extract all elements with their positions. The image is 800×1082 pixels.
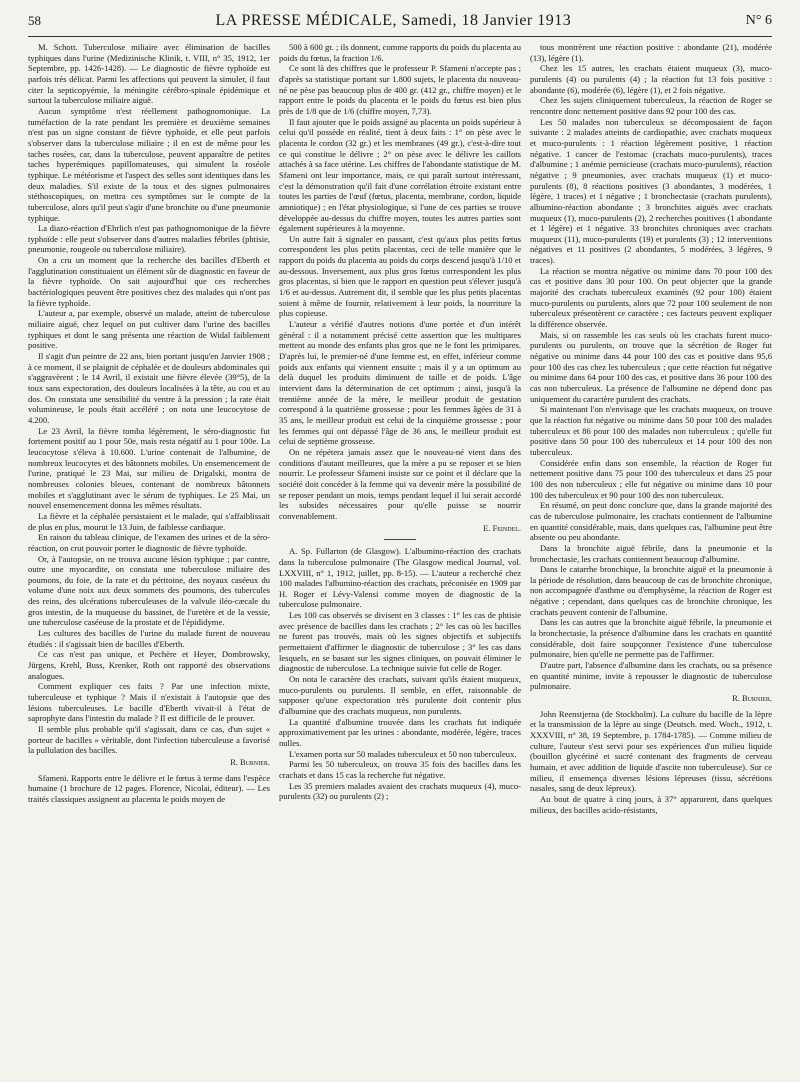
article-paragraph: La fièvre et la céphalée persistaient et le malade, qui s'affaiblissait de plus en plus, mourut le 13 Juin, de faiblesse cardiaque. bbox=[28, 510, 270, 532]
article-paragraph: Dans la bronchite aiguë fébrile, dans la pneumonie et la bronchectasie, les crachats contiennent beaucoup d'albumine. bbox=[530, 542, 772, 564]
article-paragraph: John Reenstjerna (de Stockholm). La culture du bacille de la lèpre et la transmission de la lèpre au singe (Deutsch. med. Woch., 1912, t. XXXVIII, n° 38, 19 Septembre, p. 1784-1785). — Comme milieu de culture, l'auteur s'est servi pour ses expériences d'un milieu liquide (bouillon glycériné et sucré contenant des fragments de cerveau humain, et avec addition de liquide d'ascite non tuberculeuse). Sur ce milieu, il ensemença diverses lésions lépreuses (tissu, sécrétions nasales, sang de deux lépreux). bbox=[530, 708, 772, 794]
article-paragraph: Il faut ajouter que le poids assigné au placenta un poids supérieur à celui qu'il possède en réalité, tient à deux faits : 1° on pèse avec le placenta le cordon (32 gr.) et les membranes (49 gr.), c'est-à-dire tout ce qui constitue le délivre ; 2° on pèse avec le délivre les caillots attachés à sa face utérine. Les chiffres de l'abondante statistique de M. Sfameni ont leur importance, mais, ce qui paraît surtout intéressant, c'est la démonstration qu'il fait d'une corrélation étroite existant entre toutes les parties de l'œuf (fœtus, placenta, membrane, cordon, liquide amniotique) ; en l'état physiologique, si l'une de ces parties se trouve développée au-dessus du chiffre moyen, toutes les autres parties sont également supérieures à la moyenne. bbox=[279, 116, 521, 234]
article-paragraph: En résumé, on peut donc conclure que, dans la grande majorité des cas de tuberculose pulmonaire, les crachats contiennent de l'albumine en quantité considérable, mais, dans quelques cas, l'albumine peut être absente ou peu abondante. bbox=[530, 500, 772, 543]
article-paragraph: Dans le catarrhe bronchique, la bronchite aiguë et la pneumonie à la période de résolution, dans beaucoup de cas de bronchite chronique, non accompagnée d'asthme ou d'emphysème, la réaction de Roger est négative ; cependant, dans quelques cas de bronchite chronique, les crachats peuvent contenir de l'albumine. bbox=[530, 564, 772, 617]
article-paragraph: Au bout de quatre à cinq jours, à 37° apparurent, dans quelques milieux, des bacilles acido-résistants, bbox=[530, 793, 772, 815]
article-paragraph: La diazo-réaction d'Ehrlich n'est pas pathognomonique de la fièvre typhoïde : elle peut s'observer dans d'autres maladies fébriles (phtisie, pneumonie, rougeole ou tuberculose miliaire). bbox=[28, 223, 270, 255]
article-paragraph: L'examen porta sur 50 malades tuberculeux et 50 non tuberculeux. bbox=[289, 748, 517, 759]
article-paragraph: Considérée enfin dans son ensemble, la réaction de Roger fut nettement positive dans 75 pour 100 des tuberculeux et dans 25 pour 100 des non tuberculeux ; elle fut négative ou minime dans 10 pour 100 des tuberculeux et 90 pour 100 des non tuberculeux. bbox=[530, 457, 772, 500]
article-paragraph: D'autre part, l'absence d'albumine dans les crachats, ou sa présence en quantité minime, invite à repousser le diagnostic de tuberculose pulmonaire. bbox=[530, 660, 772, 692]
article-paragraph: Dans les cas autres que la bronchite aiguë fébrile, la pneumonie et la bronchectasie, la présence d'albumine dans les crachats en quantité considérable, doit faire soupçonner l'existence d'une tuberculose pulmonaire, bien qu'elle ne permette pas de l'affirmer. bbox=[530, 617, 772, 660]
article-paragraph: Aucun symptôme n'est réellement pathognomonique. La tuméfaction de la rate pendant les première et deuxième semaines n'est pas un signe constant de fièvre typhoïde, et elle peut parfois s'observer dans la tuberculose miliaire ; il en est de même pour les taches rosées, car, dans la tuberculose, peuvent apparaître de petites taches hyperémiques papillomateuses, qui simulent la roséole typhique. Le météorisme et l'aspect des selles sont identiques dans les deux maladies. S'il existe de la toux et des signes pulmonaires stéthoscopiques, on mettra ces symptômes sur le compte de la tuberculose, alors qu'il peut s'agir d'une bronchite ou d'une pneumonie typhique. bbox=[28, 105, 270, 223]
article-paragraph: La réaction se montra négative ou minime dans 70 pour 100 des cas et positive dans 30 pour 100. On peut objecter que la grande majorité des crachats tuberculeux examinés (92 pour 100) étaient muco-purulents ou purulents, alors que 72 pour 100 seulement de non tuberculeux présentèrent ce caractère ; ces facteurs peuvent expliquer la différence observée. bbox=[530, 265, 772, 330]
article-paragraph: L'auteur a vérifié d'autres notions d'une portée et d'un intérêt général : il a notamment précisé cette assertion que les multipares mettent au monde des enfants plus gros que ne le font les primipares. D'après lui, le premier-né d'une femme est, en effet, inférieur comme poids aux enfants qui viennent ensuite ; mais il y a un optimum au delà duquel les produits diminuent de taille et de poids. L'âge intervient dans la détermination de cet optimum ; ainsi, jusqu'à la trentième année de la mère, le meilleur produit de gestation correspond à la quatrième grossesse ; pour les femmes âgées de 31 à 35 ans, le meilleur produit est celui de la cinquième grossesse ; pour les femmes qui ont dépassé l'âge de 36 ans, le meilleur produit est celui de septième grossesse. bbox=[279, 319, 521, 447]
page-header bbox=[28, 6, 772, 37]
article-paragraph: On a cru un moment que la recherche des bacilles d'Eberth et l'agglutination constituaient un élément sûr de diagnostic en faveur de la fièvre typhoïde. On sait aujourd'hui que ces recherches bactériologiques peuvent être positives chez des malades qui n'ont pas la fièvre typhoïde. bbox=[28, 255, 270, 308]
article-paragraph: Chez les 15 autres, les crachats étaient muqueux (3), muco-purulents (4) ou purulents (4) ; la réaction fut 13 fois positive : abondante (6), modérée (6), légère (1), et 2 fois négative. bbox=[530, 63, 772, 95]
author-signature: R. Burnier. bbox=[230, 757, 270, 767]
article-paragraph: Comment expliquer ces faits ? Par une infection mixte, tuberculeuse et typhique ? Mais il n'existait à l'autopsie que des lésions tuberculeuses. Le bacille d'Eberth vivait-il à l'état de saprophyte dans l'intestin du malade ? Il est difficile de le prouver. bbox=[28, 681, 270, 724]
issue-number: N° 6 bbox=[745, 13, 772, 28]
article-paragraph: M. Schott. Tuberculose miliaire avec élimination de bacilles typhiques dans l'urine (Medizinische Klinik, t. VIII, n° 35, 1912, 1er Septembre, pp. 1426-1428). — Le diagnostic de fièvre typhoïde est parfois très délicat. Parmi les affections qui peuvent la simuler, il faut citer la septicopyémie, la méningite cérébro-spinale épidémique et surtout la tuberculose miliaire aiguë. bbox=[28, 42, 270, 106]
column-middle bbox=[279, 42, 521, 1074]
article-paragraph: L'auteur a, par exemple, observé un malade, atteint de tuberculose miliaire aiguë, chez lequel on put cultiver dans l'urine des bacilles typhiques et dont le sang présenta une réaction de Widal faiblement positive. bbox=[28, 308, 270, 351]
article-paragraph: Sfameni. Rapports entre le délivre et le fœtus à terme dans l'espèce humaine (1 brochure de 12 pages. Florence, Nicolai, éditeur). — Les traités classiques assignent au placenta le poids moyen de bbox=[28, 772, 270, 804]
article-paragraph: Or, à l'autopsie, on ne trouva aucune lésion typhique ; par contre, outre une myocardite, on constata une tuberculose miliaire des poumons, du foie, de la rate et du péritoine, des noyaux caséeux du volume d'une noix aux deux sommets des poumons, des tubercules des reins, des ulcérations tuberculeuses de la valvule iléo-cæcale du gros intestin, de la muqueuse du bassinet, de l'uretère et de la vessie, une tuberculose caséeuse de la prostate et de l'épididyme. bbox=[28, 553, 270, 628]
article-paragraph: Un autre fait à signaler en passant, c'est qu'aux plus petits fœtus correspondent les plus petits placentas, ceci de telle manière que le rapport du poids du placenta au poids du corps descend jusqu'à 1/10 et au-dessous. Inversement, aux plus gros fœtus correspondent les plus gros placentas, si bien que le rapport en question peut s'élever jusqu'à 1/6 et au-dessus. Autrement dit, il semble que les plus petits placentas soient à même de fournir, relativement à leur poids, la nourriture la plus copieuse. bbox=[279, 233, 521, 319]
article-paragraph: Les 35 premiers malades avaient des crachats muqueux (4), muco-purulents (32) ou purulents (2) ; bbox=[279, 780, 521, 802]
article-paragraph: En raison du tableau clinique, de l'examen des urines et de la séro-réaction, on crut pouvoir porter le diagnostic de fièvre typhoïde. bbox=[28, 532, 270, 553]
article-paragraph: 500 à 600 gr. ; ils donnent, comme rapports du poids du placenta au poids du fœtus, la fraction 1/6. bbox=[279, 42, 521, 63]
column-right bbox=[530, 42, 772, 1074]
article-paragraph: Les 100 cas observés se divisent en 3 classes : 1° les cas de phtisie avec présence de bacilles dans les crachats ; 2° les cas où les bacilles ne furent pas trouvés, mais où les signes objectifs et subjectifs permettaient d'affirmer le diagnostic de tuberculose ; 3° les cas dans lesquels, en se basant sur les signes cliniques, on pouvait éliminer le diagnostic de tuberculose. La technique suivie fut celle de Roger. bbox=[279, 610, 521, 674]
article-paragraph: A. Sp. Fullarton (de Glasgow). L'albumino-réaction des crachats dans la tuberculose pulmonaire (The Glasgow medical Journal, vol. LXXVIII, n° 1, 1912, juillet, pp. 8-15). — L'auteur a recherché chez 100 malades l'albumino-réaction des crachats, préconisée en 1909 par H. Roger et Lévy-Valensi comme moyen de diagnostic de la tuberculose pulmonaire. bbox=[279, 546, 521, 610]
author-signature: R. Burnier. bbox=[732, 694, 772, 704]
article-paragraph: Ce sont là des chiffres que le professeur P. Sfameni n'accepte pas ; d'après sa statistique portant sur 1.800 sujets, le placenta du nouveau-né ne pèse pas beaucoup plus de 400 gr. (412 gr., chiffre moyen) et le rapport entre le poids du placenta et le poids du fœtus est bien plus près de 1/8 que de 1/6 (chiffre moyen, 7,73). bbox=[279, 63, 521, 116]
article-paragraph: On ne répétera jamais assez que le nouveau-né vient dans des conditions d'autant meilleures, que la mère a pu se reposer et se bien nourrir. Le professeur Sfameni insiste sur ce point et il déclare que la société doit concéder à la femme qui va devenir mère la possibilité de se reposer pendant un mois, temps pendant lequel il lui serait accordé les subsides nécessaires pour qu'elle puisse se nourrir convenablement. bbox=[279, 446, 521, 521]
article-paragraph: Le 23 Avril, la fièvre tomba légèrement, le séro-diagnostic fut fortement positif au 1 pour 50e, mais resta négatif au 1 pour 100e. La leucocytose s'éleva à 10.600. L'urine contenait de l'albumine, de nombreux leucocytes et des bâtonnets mobiles. Un ensemencement de l'urine, pratiqué le 23 Mai, sur milieu de Drigalski, montra de nombreuses colonies bleues, contenant de nombreux bâtonnets mobiles et s'agglutinant avec le sérum de typhiques. Le 25 Mai, un nouvel ensemencement donna les mêmes résultats. bbox=[28, 425, 270, 511]
article-paragraph: tous montrèrent une réaction positive : abondante (21), modérée (13), légère (1). bbox=[530, 42, 772, 63]
author-signature: E. Feindel. bbox=[483, 523, 521, 533]
article-paragraph: Parmi les 50 tuberculeux, on trouva 35 fois des bacilles dans les crachats et dans 15 cas la recherche fut négative. bbox=[279, 759, 521, 780]
article-paragraph: La quantité d'albumine trouvée dans les crachats fut indiquée approximativement par les urines : abondante, modérée, légère, traces nulles. bbox=[279, 716, 521, 748]
article-paragraph: Les cultures des bacilles de l'urine du malade furent de nouveau étudiés : il s'agissait bien de bacilles d'Eberth. bbox=[28, 628, 270, 649]
article-paragraph: Si maintenant l'on n'envisage que les crachats muqueux, on trouve que la réaction fut négative ou minime dans 50 pour 100 des malades tuberculeux et 86 pour 100 des malades non tuberculeux ; qu'elle fut positive dans 50 pour 100 des tuberculeux et 14 pour 100 des non tuberculeux. bbox=[530, 404, 772, 457]
text-columns bbox=[28, 42, 772, 1074]
column-left bbox=[28, 42, 270, 1074]
article-paragraph: Chez les sujets cliniquement tuberculeux, la réaction de Roger se rencontre donc nettement positive dans 92 pour 100 des cas. bbox=[530, 95, 772, 116]
article-paragraph: Il s'agit d'un peintre de 22 ans, bien portant jusqu'en Janvier 1908 ; à ce moment, il se plaignit de céphalée et de douleurs abdominales qui s'aggravèrent ; le 14 Avril, il existait une fièvre élevée (39°5), de la toux sans expectoration, des douleurs localisées à la tête, au cou et au dos. On constata une sensibilité du ventre à la pression ; la rate était volumineuse, le pouls était accéléré ; on nota une leucocytose de 4.200. bbox=[28, 351, 270, 425]
article-paragraph: Ce cas n'est pas unique, et Pechère et Heyer, Dombrowsky, Jürgens, Krehl, Buss, Krenker, Roth ont rapporté des observations analogues. bbox=[28, 649, 270, 681]
article-paragraph: Les 50 malades non tuberculeux se décomposaient de façon suivante : 2 malades atteints de cardiopathie, avec crachats muqueux et muco-purulents : 1 réaction légèrement positive, 1 réaction négative. 1 cancer de l'estomac (crachats muco-purulents), traces d'albumine ; 1 anémie pernicieuse (crachats muco-purulents), réaction négative ; 9 pneumonies, avec crachats muqueux (1) et muco-purulents (8), 8 réactions positives (3 abondantes, 3 modérées, 1 légère, 1 traces) et 1 négative ; 1 bronchectasie (crachats purulents), albumino-réaction abondante ; 3 bronchites aiguës avec crachats muqueux (1), muco-purulents (2), 2 recherches positives (1 abondante et 1 légère) et 1 négative. 33 bronchites chroniques avec crachats muqueux (11), muco-purulents (19) et purulents (3) ; 12 interventions négatives et 11 positives (2 abondantes, 5 modérées, 3 légères, 9 traces). bbox=[530, 116, 772, 266]
section-separator bbox=[384, 539, 416, 540]
article-paragraph: Il semble plus probable qu'il s'agissait, dans ce cas, d'un sujet « porteur de bacilles » véritable, dont l'infection tuberculeuse a favorisé la pullulation des bacilles. bbox=[28, 724, 270, 756]
article-paragraph: On nota le caractère des crachats, suivant qu'ils étaient muqueux, muco-purulents ou purulents. Il semble, en effet, raisonnable de supposer qu'une expectoration très purulente doit contenir plus d'albumine que des crachats muqueux, non purulents. bbox=[279, 674, 521, 717]
journal-title: LA PRESSE MÉDICALE, Samedi, 18 Janvier 1913 bbox=[215, 12, 572, 29]
article-paragraph: Mais, si on rassemble les cas seuls où les crachats furent muco-purulents ou purulents, on trouve que la sécrétion de Roger fut négative ou minime dans 44 pour 100 des cas et positive dans 95,6 pour 100 des cas chez les tuberculeux ; que cette réaction fut négative ou minime dans 64 pour 100 des cas, et positive dans 36 pour 100 des cas non tuberculeux. La présence de l'albumine ne dépend donc pas uniquement du caractère purulent des crachats. bbox=[530, 329, 772, 404]
page-number: 58 bbox=[28, 13, 41, 28]
